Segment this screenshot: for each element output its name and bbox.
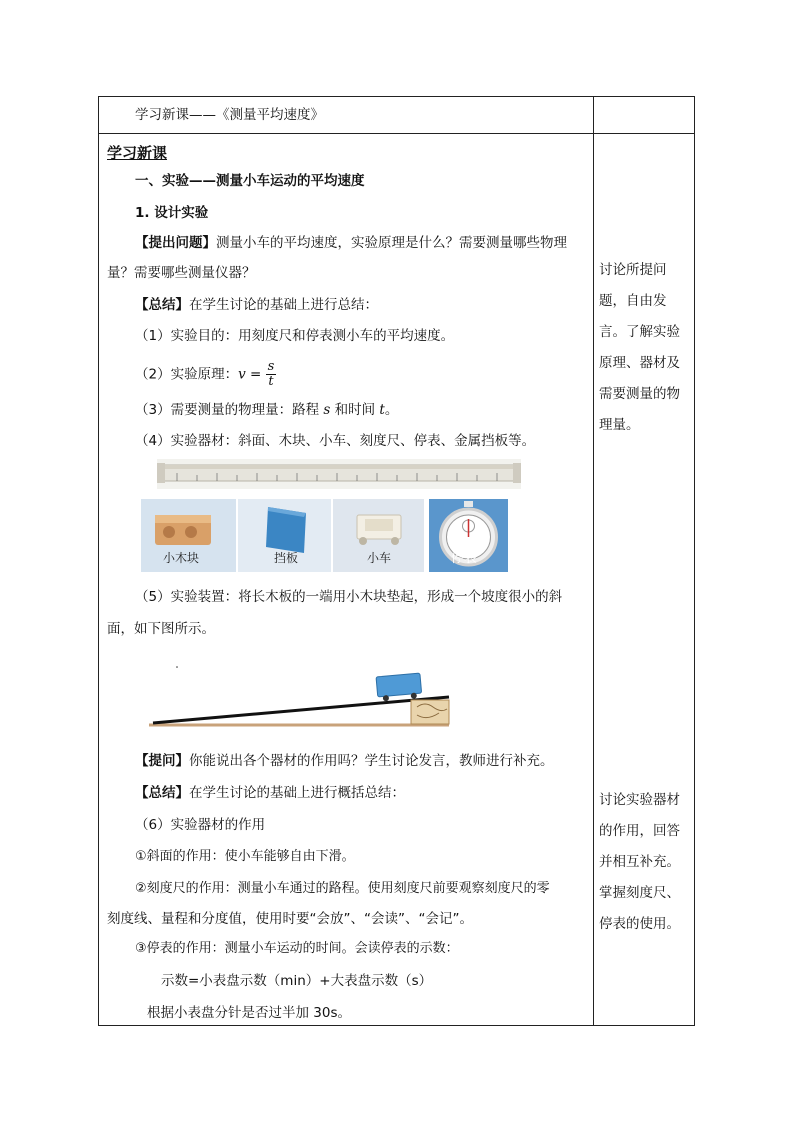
summary2-tag: 【总结】 [135, 785, 189, 801]
principle-label: （2）实验原理： [135, 366, 239, 383]
heading-design: 1. 设计实验 [135, 205, 209, 221]
item-equipment: （4）实验器材：斜面、木块、小车、刻度尺、停表、金属挡板等。 [135, 433, 536, 449]
wood-block-photo [141, 499, 236, 572]
formula-denominator: t [268, 374, 274, 389]
side-note-1-line: 需要测量的物 [599, 386, 680, 402]
side-note-2 [599, 785, 689, 940]
item-principle [135, 360, 276, 389]
side-note-1 [599, 255, 689, 441]
side-note-2-line: 并相互补充。 [599, 854, 680, 870]
quantities-text: （3）需要测量的物理量：路程 [135, 402, 324, 418]
question-text: 测量小车的平均速度，实验原理是什么？需要测量哪些物理 [216, 235, 567, 251]
side-note-1-line: 原理、器材及 [599, 355, 680, 371]
formula-equals: = [245, 366, 266, 383]
quantities-end: 。 [384, 402, 399, 418]
reading-formula: 示数=小表盘示数（min）+大表盘示数（s） [161, 973, 433, 989]
side-note-1-line: 言。了解实验 [599, 324, 680, 340]
item-quantities [135, 400, 398, 420]
ask-paragraph [135, 751, 554, 771]
stopwatch-caption: 停表 [451, 551, 478, 566]
summary2-paragraph [135, 783, 405, 803]
quantities-mid: 和时间 [330, 402, 380, 418]
cart-caption: 小车 [367, 551, 392, 565]
stopwatch-photo [429, 499, 508, 572]
summary-tag: 【总结】 [135, 297, 189, 313]
lesson-header-title: 学习新课——《测量平均速度》 [135, 107, 324, 123]
role-incline: ①斜面的作用：使小车能够自由下滑。 [135, 849, 355, 864]
heading-experiment: 一、实验——测量小车运动的平均速度 [135, 173, 365, 189]
role-ruler-line2: 刻度线、量程和分度值，使用时要“会放”、“会读”、“会记”。 [107, 911, 473, 927]
formula-numerator: s [267, 359, 275, 374]
ask-tag: 【提问】 [135, 753, 189, 769]
summary-text: 在学生讨论的基础上进行总结： [189, 297, 378, 313]
cart-photo [333, 499, 424, 572]
question-text-cont: 量？需要哪些测量仪器？ [107, 265, 256, 281]
side-note-2-line: 停表的使用。 [599, 916, 680, 932]
role-ruler-line1: ②刻度尺的作用：测量小车通过的路程。使用刻度尺前要观察刻度尺的零 [135, 881, 550, 896]
summary2-text: 在学生讨论的基础上进行概括总结： [189, 785, 405, 801]
side-note-2-line: 掌握刻度尺、 [599, 885, 680, 901]
side-note-1-line: 理量。 [599, 417, 640, 433]
side-note-2-line: 的作用，回答 [599, 823, 680, 839]
question-paragraph [135, 233, 567, 253]
ask-text: 你能说出各个器材的作用吗？学生讨论发言，教师进行补充。 [189, 753, 554, 769]
item-purpose: （1）实验目的：用刻度尺和停表测小车的平均速度。 [135, 328, 455, 344]
section-title: 学习新课 [107, 144, 168, 162]
item-apparatus-line1: （5）实验装置：将长木板的一端用小木块垫起，形成一个坡度很小的斜 [135, 589, 563, 605]
lesson-table [98, 96, 695, 1026]
question-tag: 【提出问题】 [135, 235, 216, 251]
item-roles: （6）实验器材的作用 [135, 817, 266, 833]
summary-paragraph [135, 295, 378, 315]
baffle-photo [238, 499, 331, 572]
quantity-s: s [323, 402, 331, 418]
formula-fraction [266, 360, 277, 389]
role-stopwatch: ③停表的作用：测量小车运动的时间。会读停表的示数： [135, 941, 459, 956]
column-divider [593, 97, 594, 1025]
side-note-1-line: 讨论所提问 [599, 262, 667, 278]
ruler-image [157, 459, 521, 489]
baffle-caption: 挡板 [274, 551, 299, 565]
quantity-t: t [379, 402, 385, 418]
incline-diagram [149, 663, 459, 733]
reading-note: 根据小表盘分针是否过半加 30s。 [147, 1005, 352, 1021]
row-divider [99, 133, 694, 134]
side-note-1-line: 题，自由发 [599, 293, 667, 309]
item-apparatus-line2: 面，如下图所示。 [107, 621, 215, 637]
formula-v: v [238, 366, 246, 383]
wood-block-caption: 小木块 [163, 551, 200, 565]
side-note-2-line: 讨论实验器材 [599, 792, 680, 808]
